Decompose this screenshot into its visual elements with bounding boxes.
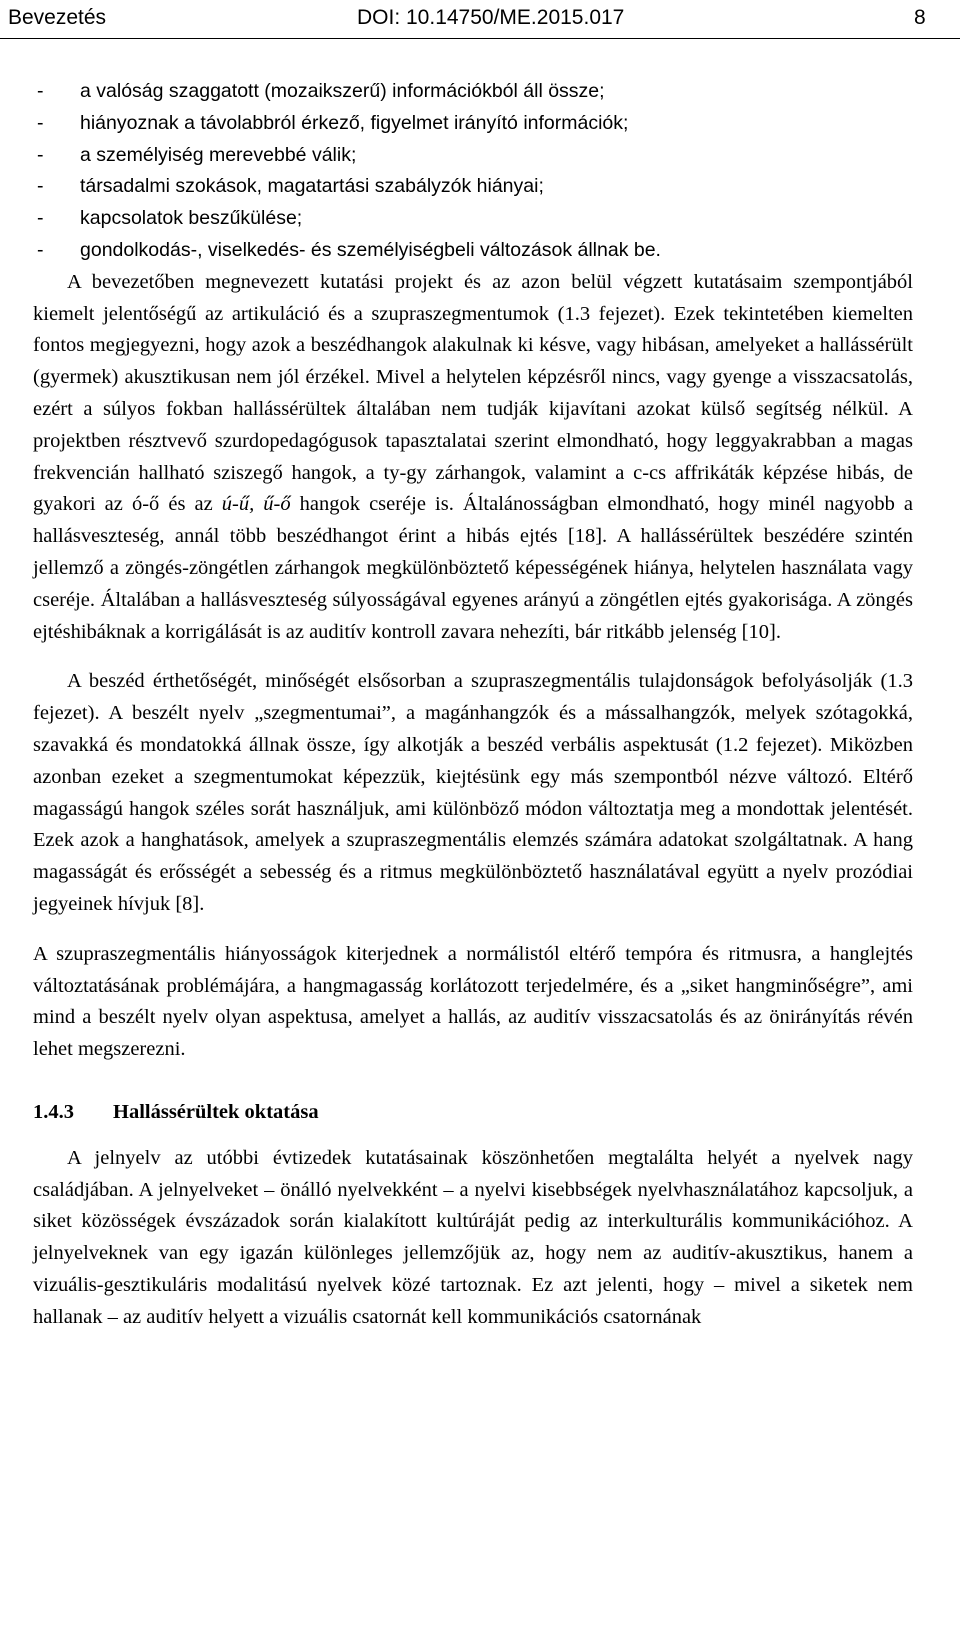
list-item: [33, 140, 913, 172]
paragraph-suprasegmental: A beszéd érthetőségét, minőségét elsősorban a szupraszegmentális tulajdonságok befolyásolják (1.3 fejezet). A beszélt nyelv „szegmentumai”, a magánhangzók és a mássalhangzók, melyek szótagokká, szavakká és mondatokká állnak össze, így alkotják a beszéd verbális aspektusát (1.2 fejezet). Miközben azonban ezeket a szegmentumokat képezzük, kiejtésünk egy más szempontból nézve változó. Eltérő magasságú hangok széles sorát használjuk, ami különböző módon változtatja meg a mondottak jelentését. Ezek azok a hanghatások, amelyek a szupraszegmentális elemzés számára adatokat szolgáltatnak. A hang magasságát és erősségét a sebesség és a ritmus megkülönböztető használatával együtt a nyelv prozódiai jegyeinek hívjuk [8].: [33, 670, 913, 915]
list-item-text: a személyiség merevebbé válik;: [80, 143, 357, 166]
header-doi: DOI: 10.14750/ME.2015.017: [357, 6, 625, 29]
dash-marker: -: [37, 175, 44, 198]
dash-marker: -: [37, 143, 44, 166]
list-item-text: kapcsolatok beszűkülése;: [80, 207, 303, 230]
paragraph-articulation: [33, 267, 913, 649]
list-item: [33, 108, 913, 140]
dash-marker: -: [37, 238, 44, 261]
section-number: 1.4.3: [33, 1100, 74, 1123]
dash-marker: -: [37, 207, 44, 230]
list-item-text: a valóság szaggatott (mozaikszerű) információkból áll össze;: [80, 80, 605, 102]
dash-marker: -: [37, 80, 44, 102]
section-heading: [33, 1097, 913, 1129]
header-section-title: Bevezetés: [8, 6, 107, 29]
list-item-text: társadalmi szokások, magatartási szabályzók hiányai;: [80, 175, 544, 198]
list-item-text: gondolkodás-, viselkedés- és személyiségbeli változások állnak be.: [80, 238, 661, 261]
paragraph-sign-language: A jelnyelv az utóbbi évtizedek kutatásainak köszönhetően megtalálta helyét a nyelvek nagy családjában. A jelnyelveket – önálló nyelvekként – a nyelvi kisebbségek nyelvhasználatához kapcsoljuk, a siket közösségek évszázadok során kialakított kultúráját pedig az interkulturális kommunikációhoz. A jelnyelveknek van egy igazán különleges jellemzőjük az, hogy nem az auditív-akusztikus, hanem a vizuális-gesztikuláris modalitású nyelvek közé tartoznak. Ez azt jelenti, hogy – mivel a siketek nem hallanak – az auditív helyett a vizuális csatornát kell kommunikációs csatornának: [33, 1146, 913, 1328]
header-page-number: 8: [914, 6, 926, 29]
list-item-text: hiányoznak a távolabbról érkező, figyelmet irányító információk;: [80, 111, 629, 134]
list-item: [33, 235, 913, 267]
bullet-list: [33, 76, 913, 267]
list-item: [33, 76, 913, 108]
italic-phonemes: ú-ű, ű-ő: [221, 493, 291, 516]
paragraph-text: hangok cseréje is. Általánosságban elmondható, hogy minél nagyobb a hallásveszteség, annál több beszédhangot érint a hibás ejtés [18]. A hallássérültek beszédére szintén jellemző a zöngés-zöngétlen zárhangok megkülönböztető képességének hiánya, helytelen használata vagy cseréje. Általában a hallásveszteség súlyosságával egyenes arányú a zöngétlen ejtés gyakorisága. A zöngés ejtéshibáknak a korrigálását is az auditív kontroll zavara nehezíti, bár ritkább jelenség [10].: [33, 493, 914, 643]
page-header: [0, 0, 960, 39]
section-title: Hallássérültek oktatása: [113, 1100, 319, 1123]
document-body: [33, 76, 913, 1333]
paragraph-deficiencies: A szupraszegmentális hiányosságok kiterjednek a normálistól eltérő tempóra és ritmusra, a hanglejtés változtatásának problémájára, a hangmagasság korlátozott terjedelmére, és a „siket hangminőségre”, ami mind a beszélt nyelv olyan aspektusa, amelyet a hallás, az auditív visszacsatolás és az önirányítás révén lehet megszerezni.: [33, 942, 913, 1061]
list-item: [33, 203, 913, 235]
list-item: [33, 171, 913, 203]
paragraph-text: A bevezetőben megnevezett kutatási projekt és az azon belül végzett kutatásaim szempontjából kiemelt jelentőségű az artikuláció és a szupraszegmentumok (1.3 fejezet). Ezek tekintetében kiemelten fontos megjegyezni, hogy azok a beszédhangok alakulnak ki késve, vagy hibásan, amelyeket a hallássérült (gyermek) akusztikusan nem jól érzékel. Mivel a helytelen képzésről nincs, vagy gyenge a visszacsatolás, ezért a súlyos fokban hallássérültek általában nem tudják kijavítani azokat külső segítség nélkül. A projektben résztvevő szurdopedagógusok tapasztalatai szerint elmondható, hogy leggyakrabban a magas frekvencián hallható sziszegő hangok, a ty-gy zárhangok, valamint a c-cs affrikáták képzése hibás, de gyakori az ó-ő és az: [33, 270, 913, 516]
dash-marker: -: [37, 111, 44, 134]
